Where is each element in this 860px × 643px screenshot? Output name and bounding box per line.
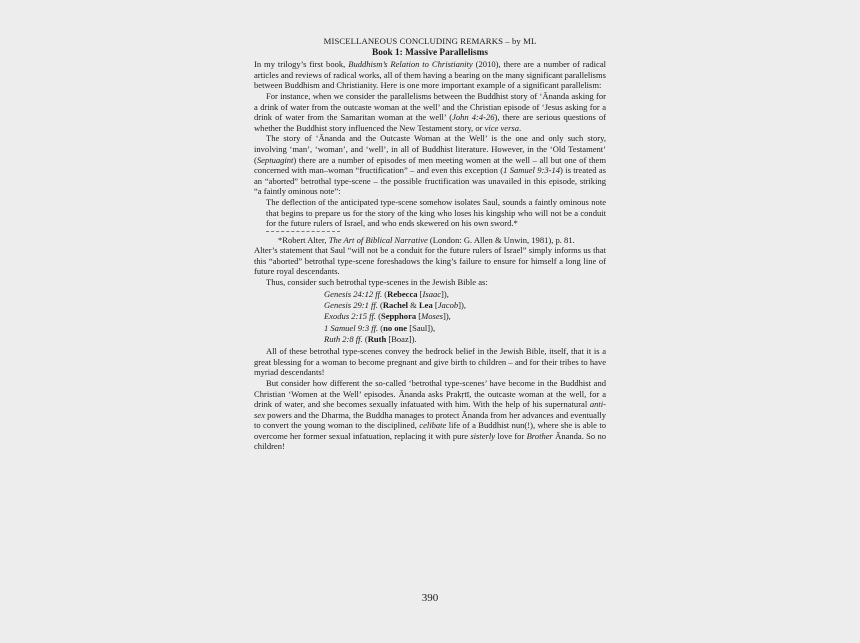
paragraph-intro: In my trilogy’s first book, Buddhism’s Relation to Christianity (2010), there are a number of radical articles and reviews of radical works, all of them having a bearing on the many significant parallelisms between Buddhism and Christianity. Here is one more important example of a significant parallelism:	[254, 59, 606, 91]
paragraph-consider: Thus, consider such betrothal type-scenes in the Jewish Bible as:	[266, 277, 488, 288]
paragraph-alter: Alter’s statement that Saul “will not be a conduit for the future rulers of Israel” simply informs us that this “aborted” betrothal type-scene foreshadows the king’s failure to ensure for himself a long line of future royal descendants.	[254, 245, 606, 277]
book-title: Buddhism’s Relation to Christianity	[348, 59, 473, 70]
betrothal-scene-list	[324, 289, 606, 345]
paragraph-blessing: All of these betrothal type-scenes convey the bedrock belief in the Jewish Bible, itself, that it is a great blessing for a woman to become pregnant and give birth to children – and for their tribes to have myriad descendants!	[254, 346, 606, 378]
footnote: *Robert Alter, The Art of Biblical Narrative (London: G. Allen & Unwin, 1981), p. 81.	[278, 234, 575, 245]
list-item: 1 Samuel 9:3 ff. (no one [Saul]),	[324, 322, 436, 333]
footnote-rule	[266, 231, 340, 232]
block-quote: The deflection of the anticipated type-scene somehow isolates Saul, sounds a faintly ominous note that begins to prepare us for the story of the king who loses his kingship who will not be a conduit for the future rulers of Israel, and who ends skewered on his own sword.*	[266, 196, 606, 229]
list-item: Ruth 2:8 ff. (Ruth [Boaz]).	[324, 333, 417, 344]
paragraph-well-story: The story of ‘Ānanda and the Outcaste Woman at the Well’ is the one and only such story, involving ‘man’, ‘woman’, and ‘well’, in all of Buddhist literature. However, in the ‘Old Testament’ (Septuagint) there are a number of episodes of men meeting women at the well – all but one of them concerned with man–woman “fructification” – and even this exception (1 Samuel 9:3-14) is treated as an “aborted” betrothal type-scene – the possible fructification was unavailed in this episode, striking “a faintly ominous note”:	[254, 133, 607, 197]
list-item: Genesis 29:1 ff. (Rachel & Lea [Jacob]),	[324, 299, 466, 310]
chapter-title: Book 1: Massive Parallelisms	[372, 47, 488, 58]
page-number: 390	[421, 592, 439, 604]
scripture-reference: 1 Samuel 9:3-14	[503, 165, 561, 176]
list-item: Exodus 2:15 ff. (Sepphora [Moses]),	[324, 311, 451, 322]
scripture-reference: John 4:4-26	[452, 112, 495, 123]
running-head: MISCELLANEOUS CONCLUDING REMARKS – by ML	[323, 36, 537, 46]
book-page	[254, 36, 606, 452]
list-item: Genesis 24:12 ff. (Rebecca [Isaac]),	[324, 288, 449, 299]
paragraph-parallelism: For instance, when we consider the parallelisms between the Buddhist story of ‘Ānanda asking for a drink of water from the outcaste woman at the well’ and the Christian episode of ‘Jesus asking for a drink of water from the Samaritan woman at the well’ (John 4:4-26), there are serious questions of whether the Buddhist story influenced the New Testament story, or vice versa.	[254, 90, 606, 133]
paragraph-contrast: But consider how different the so-called ‘betrothal type-scenes’ have become in the Buddhist and Christian ‘Women at the Well’ episodes. Ānanda asks Prakṛtī, the outcaste woman at the well, for a drink of water, and she becomes sexually infatuated with him. With the help of his supernatural anti-sex powers and the Dharma, the Buddha manages to protect Ānanda from her advances and eventually to convert the young woman to the disciplined, celibate life of a Buddhist nun(!), where she is able to overcome her former sexual infatuation, replacing it with pure sisterly love for Brother Ānanda. So no children!	[254, 377, 606, 452]
